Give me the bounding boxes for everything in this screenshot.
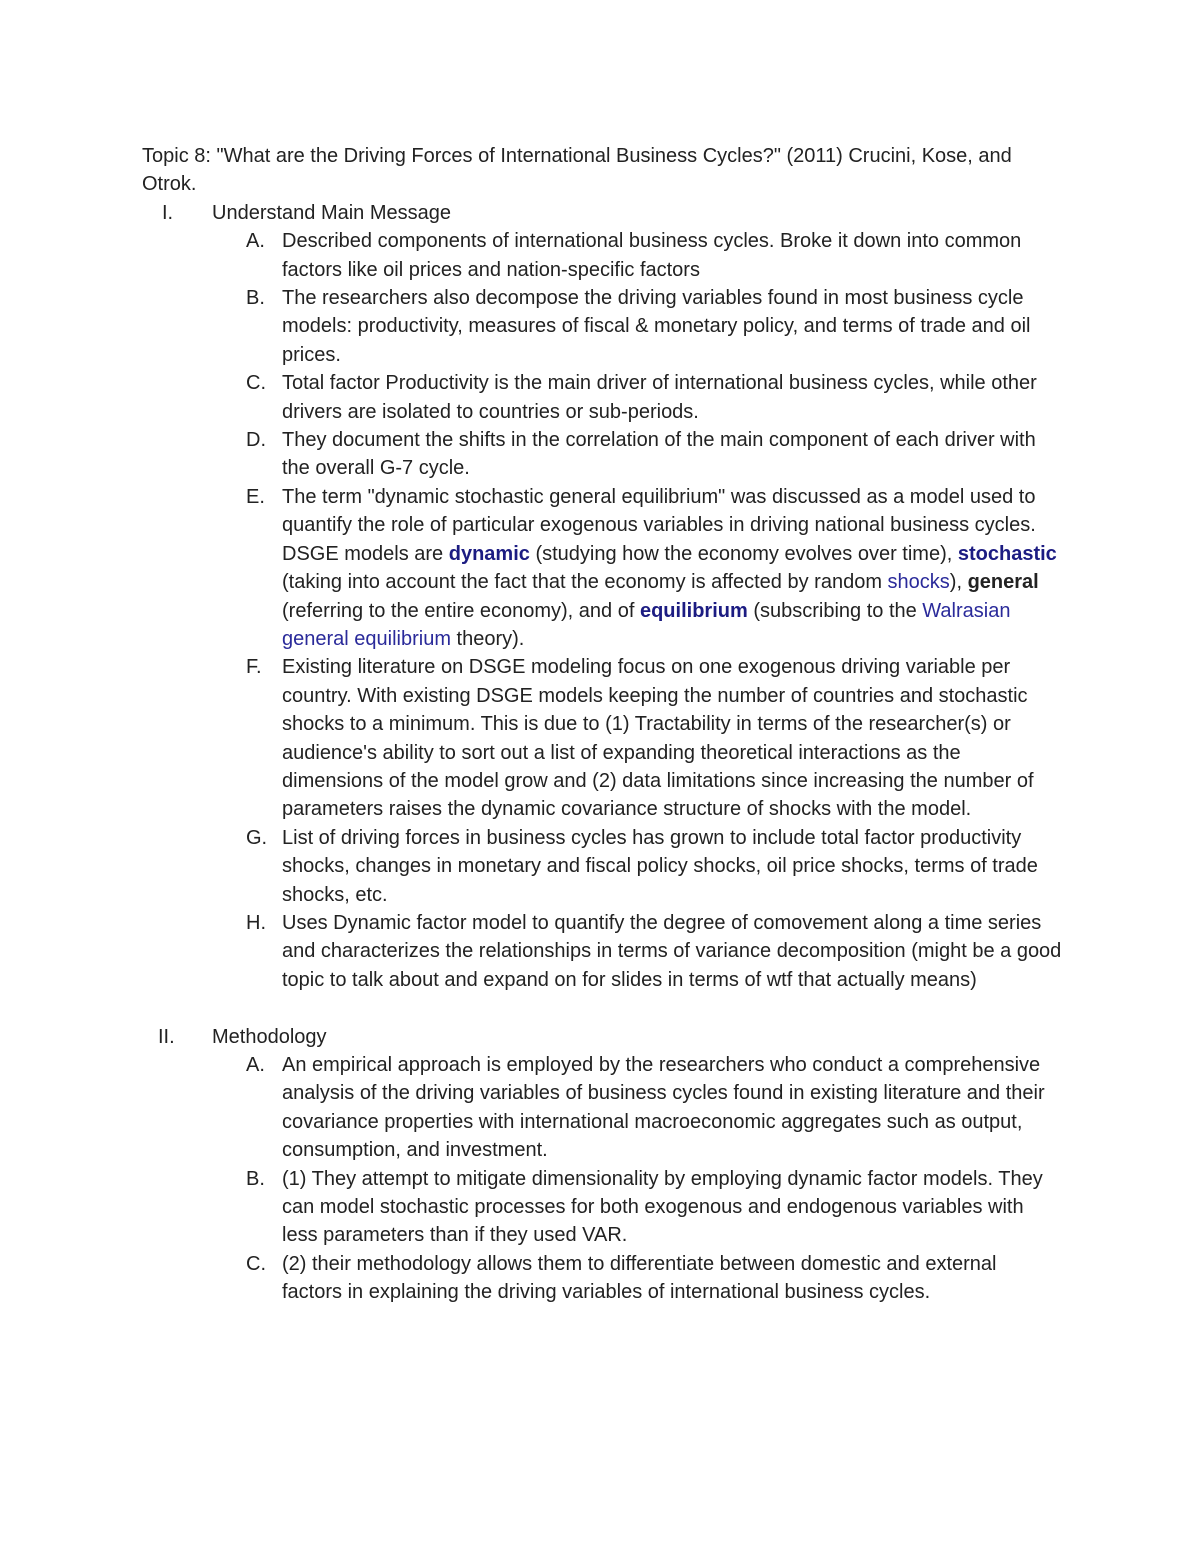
list-item-dsge	[246, 483, 1062, 653]
link-walrasian-general-equilibrium[interactable]: Walrasian general equilibrium	[282, 599, 1011, 650]
item-text: Described components of international business cycles. Broke it down into common factors like oil prices and nation-specific factors	[282, 230, 1022, 281]
item-text: An empirical approach is employed by the researchers who conduct a comprehensive analysis of the driving variables of business cycles found in existing literature and their covariance properties with international macroeconomic aggregates such as output, consumption, and investment.	[282, 1053, 1045, 1162]
document-page	[142, 142, 1062, 1307]
item-text-segment: (taking into account the fact that the economy is affected by random	[282, 571, 888, 594]
document-title: Topic 8: "What are the Driving Forces of International Business Cycles?" (2011) Crucini, Kose, and Otrok.	[142, 145, 1012, 196]
section-heading: Understand Main Message	[212, 201, 452, 224]
item-text: Uses Dynamic factor model to quantify the degree of comovement along a time series and characterizes the relationships in terms of variance decomposition (might be a good topic to talk about and expand on for slides in terms of wtf that actually means)	[282, 911, 1062, 991]
item-marker: H.	[246, 911, 266, 934]
item-text-segment: (referring to the entire economy), and of	[282, 599, 640, 622]
keyword-dynamic: dynamic	[448, 542, 530, 565]
item-text-segment: ),	[949, 571, 968, 594]
section-items	[212, 227, 1062, 994]
item-marker: A.	[246, 1053, 265, 1076]
list-item	[246, 227, 1062, 284]
section-items	[212, 1051, 1062, 1307]
section-methodology	[142, 1023, 1062, 1307]
item-text: Total factor Productivity is the main driver of international business cycles, while other drivers are isolated to countries or sub-periods.	[282, 372, 1037, 423]
keyword-stochastic: stochastic	[957, 542, 1057, 565]
item-marker: C.	[246, 1252, 266, 1275]
item-text-segment: (subscribing to the	[747, 599, 923, 622]
item-text: (1) They attempt to mitigate dimensionality by employing dynamic factor models. They can model stochastic processes for both exogenous and endogenous variables with less parameters than if they used VAR.	[282, 1167, 1043, 1247]
keyword-equilibrium: equilibrium	[639, 599, 748, 622]
list-item	[246, 369, 1062, 426]
item-text	[282, 486, 1057, 650]
link-shocks[interactable]: shocks	[887, 571, 950, 594]
section-marker: II.	[158, 1025, 175, 1048]
item-text-segment: (studying how the economy evolves over time),	[529, 542, 958, 565]
list-item	[246, 653, 1062, 823]
list-item	[246, 1051, 1062, 1165]
list-item	[246, 824, 1062, 909]
item-text: (2) their methodology allows them to differentiate between domestic and external factors in explaining the driving variables of international business cycles.	[282, 1252, 997, 1304]
item-text-segment: theory).	[450, 627, 525, 650]
item-marker: B.	[246, 1167, 265, 1190]
keyword-general: general	[967, 571, 1039, 594]
list-item	[246, 1165, 1062, 1250]
item-text: They document the shifts in the correlation of the main component of each driver with the overall G-7 cycle.	[282, 429, 1036, 480]
section-understand-main-message	[142, 199, 1062, 994]
item-marker: A.	[246, 230, 265, 253]
item-marker: G.	[246, 826, 268, 849]
list-item	[246, 1250, 1062, 1307]
item-marker: F.	[246, 656, 262, 679]
item-text: Existing literature on DSGE modeling focus on one exogenous driving variable per country. With existing DSGE models keeping the number of countries and stochastic shocks to a minimum. This is due to (1) Tractability in terms of the researcher(s) or audience's ability to sort out a list of expanding theoretical interactions as the dimensions of the model grow and (2) data limitations since increasing the number of parameters raises the dynamic covariance structure of shocks with the model.	[282, 656, 1034, 821]
item-text: List of driving forces in business cycles has grown to include total factor productivity shocks, changes in monetary and fiscal policy shocks, oil price shocks, terms of trade shocks, etc.	[282, 826, 1038, 906]
list-item	[246, 909, 1062, 994]
list-item	[246, 284, 1062, 369]
blank-line	[142, 994, 1062, 1022]
item-marker: D.	[246, 429, 266, 452]
section-heading: Methodology	[212, 1025, 327, 1048]
item-text-segment: The term "dynamic stochastic general equilibrium" was discussed as a model used to quantify the role of particular exogenous variables in driving national business cycles. DSGE models are	[282, 485, 1036, 565]
item-marker: E.	[246, 485, 265, 508]
item-marker: C.	[246, 372, 266, 395]
list-item	[246, 426, 1062, 483]
section-marker: I.	[162, 201, 174, 224]
item-marker: B.	[246, 287, 265, 310]
item-text: The researchers also decompose the driving variables found in most business cycle models: productivity, measures of fiscal & monetary policy, and terms of trade and oil prices.	[282, 287, 1031, 366]
